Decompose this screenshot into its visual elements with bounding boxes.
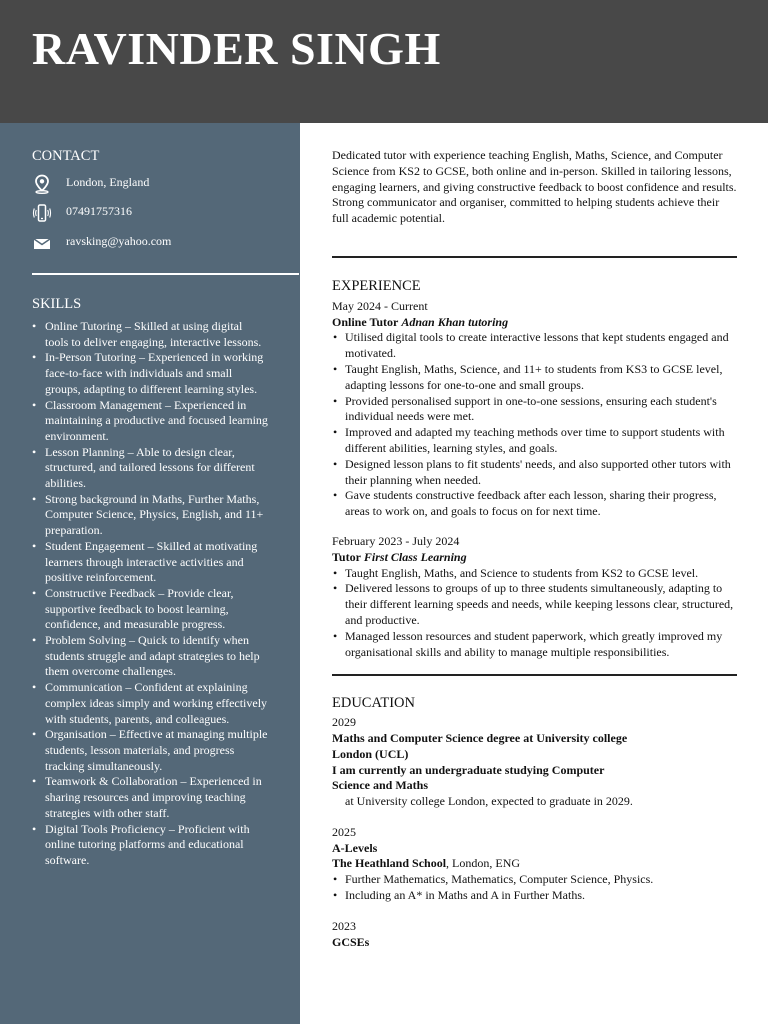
job-dates: February 2023 - July 2024 xyxy=(332,533,460,548)
degree-status: I am currently an undergraduate studying Computer Science and Maths xyxy=(332,762,605,793)
list-item: • Provided personalised support in one-to-one sessions, ensuring each student's individual needs were met. xyxy=(332,394,737,426)
school-location: , London, ENG xyxy=(446,856,521,871)
sidebar xyxy=(0,123,300,1024)
list-item: • Online Tutoring – Skilled at using digital tools to deliver engaging, interactive lessons. xyxy=(32,319,268,350)
job-dates: May 2024 - Current xyxy=(332,298,428,313)
location-text: London, England xyxy=(66,175,150,189)
job-entry xyxy=(332,534,737,660)
list-item: • Lesson Planning – Able to design clear, structured, and tailored lessons for different abilities. xyxy=(32,445,268,492)
list-item: • Gave students constructive feedback after each lesson, sharing their progress, areas to work on, and goals to focus on for next time. xyxy=(332,488,737,520)
school-name: The Heathland School xyxy=(332,856,447,871)
education-entry xyxy=(332,825,737,904)
list-item: • Improved and adapted my teaching methods over time to support students with different abilities, learning styles, and goals. xyxy=(332,425,737,457)
degree-title: Maths and Computer Science degree at University college London (UCL) xyxy=(332,730,628,761)
profile-summary: Dedicated tutor with experience teaching English, Maths, Science, and Computer Science from KS2 to GCSE, both online and in-person. Skilled in tailoring lessons, engaging learners, and giving constructive feedback to boost confidence and results. Strong communicator and organiser, committed to helping students achieve their full academic potential. xyxy=(332,148,737,226)
envelope-icon xyxy=(32,233,52,253)
job-company: First Class Learning xyxy=(363,549,467,564)
list-item: • Taught English, Maths, and Science to students from KS2 to GCSE level. xyxy=(332,566,737,582)
experience-heading: EXPERIENCE xyxy=(332,277,421,294)
section-divider xyxy=(332,674,737,676)
main-content xyxy=(332,148,737,950)
header-banner xyxy=(0,0,768,123)
education-bullets xyxy=(332,872,737,904)
list-item: • Student Engagement – Skilled at motivating learners through interactive activities and positive reinforcement. xyxy=(32,539,268,586)
job-heading xyxy=(332,315,737,331)
list-item: • Digital Tools Proficiency – Proficient with online tutoring platforms and educational software. xyxy=(32,822,268,869)
contact-phone xyxy=(32,203,292,225)
qualification-title: GCSEs xyxy=(332,934,370,949)
contact-location xyxy=(32,174,292,196)
education-entry xyxy=(332,715,737,810)
list-item: • Communication – Confident at explaining complex ideas simply and working effectively with students, parents, and colleagues. xyxy=(32,680,268,727)
phone-text: 07491757316 xyxy=(66,204,132,218)
degree-detail: at University college London, expected to graduate in 2029. xyxy=(345,794,633,809)
list-item: • Including an A* in Maths and A in Further Maths. xyxy=(332,888,737,904)
list-item: • Taught English, Maths, Science, and 11+ to students from KS3 to GCSE level, adapting lessons for one-to-one and small groups. xyxy=(332,362,737,394)
job-bullets xyxy=(332,330,737,520)
job-heading xyxy=(332,550,737,566)
education-entry xyxy=(332,919,737,951)
qualification-title: A-Levels xyxy=(332,840,378,855)
skills-heading: SKILLS xyxy=(32,296,82,312)
list-item: • Organisation – Effective at managing multiple students, lesson materials, and progress tracking simultaneously. xyxy=(32,727,268,774)
list-item: • Designed lesson plans to fit students' needs, and also supported other tutors with their planning when needed. xyxy=(332,457,737,489)
school-line xyxy=(332,856,737,872)
list-item: • In-Person Tutoring – Experienced in working face-to-face with individuals and small groups, adapting to different learning styles. xyxy=(32,350,268,397)
list-item: • Delivered lessons to groups of up to three students simultaneously, adapting to their different learning speeds and needs, while keeping lessons clear, structured, and productive. xyxy=(332,581,737,628)
list-item: • Problem Solving – Quick to identify when students struggle and adapt strategies to help them overcome challenges. xyxy=(32,633,268,680)
list-item: • Utilised digital tools to create interactive lessons that kept students engaged and motivated. xyxy=(332,330,737,362)
phone-icon xyxy=(32,203,52,223)
skills-list xyxy=(32,319,268,869)
education-heading: EDUCATION xyxy=(332,695,415,712)
job-bullets xyxy=(332,566,737,661)
list-item: • Teamwork & Collaboration – Experienced in sharing resources and improving teaching strategies with other staff. xyxy=(32,774,268,821)
list-item: • Managed lesson resources and student paperwork, which greatly improved my organisational skills and ability to manage multiple responsibilities. xyxy=(332,629,737,661)
job-entry xyxy=(332,299,737,520)
sidebar-divider xyxy=(32,273,299,275)
job-company: Adnan Khan tutoring xyxy=(401,314,509,329)
email-link[interactable]: ravsking@yahoo.com xyxy=(66,234,172,248)
list-item: • Strong background in Maths, Further Maths, Computer Science, Physics, English, and 11+ preparation. xyxy=(32,492,268,539)
job-title: Tutor xyxy=(332,549,361,564)
contact-heading: CONTACT xyxy=(32,148,100,164)
list-item: • Classroom Management – Experienced in maintaining a productive and focused learning environment. xyxy=(32,398,268,445)
candidate-name: RAVINDER SINGH xyxy=(32,23,441,74)
job-title: Online Tutor xyxy=(332,314,399,329)
list-item: • Further Mathematics, Mathematics, Computer Science, Physics. xyxy=(332,872,737,888)
education-year: 2023 xyxy=(332,918,356,933)
section-divider xyxy=(332,256,737,258)
location-pin-icon xyxy=(32,174,52,194)
education-year: 2025 xyxy=(332,824,356,839)
contact-email xyxy=(32,233,292,255)
education-year: 2029 xyxy=(332,715,356,730)
list-item: • Constructive Feedback – Provide clear, supportive feedback to boost learning, confidence, and measurable progress. xyxy=(32,586,268,633)
